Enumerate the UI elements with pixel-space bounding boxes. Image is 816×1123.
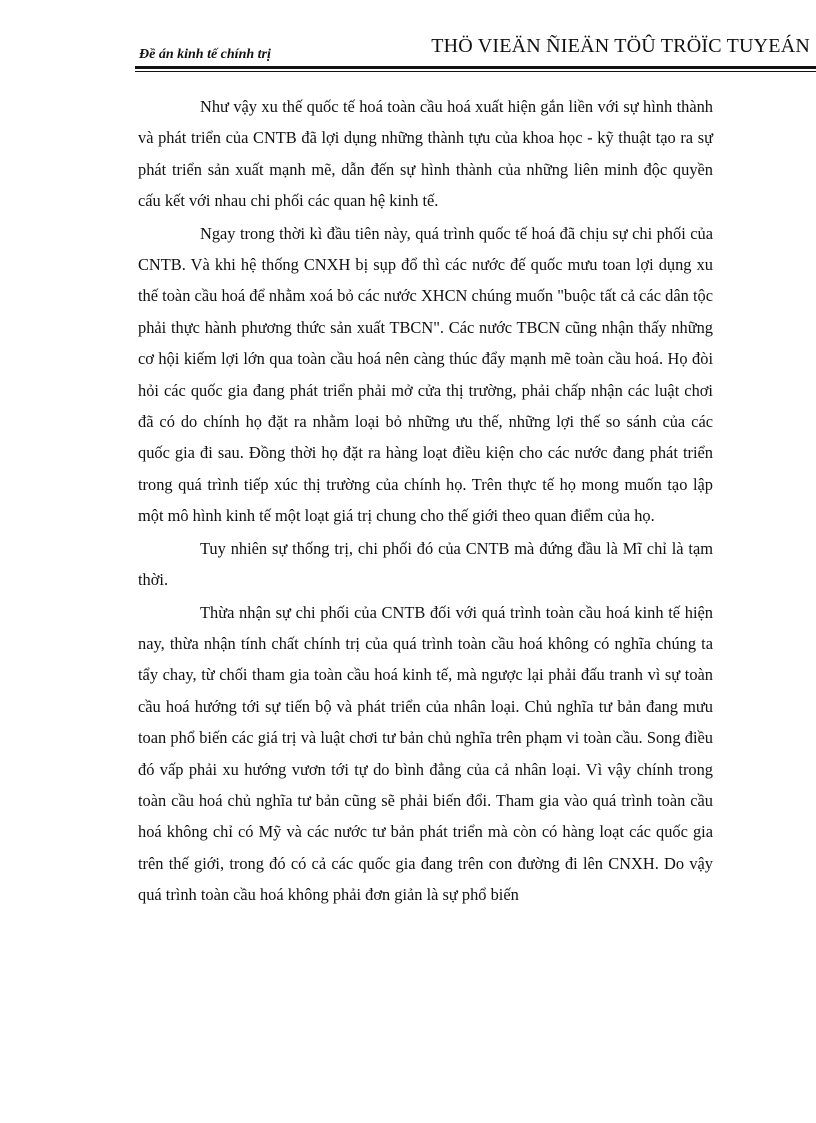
body-text <box>138 91 713 912</box>
paragraph-4: Thừa nhận sự chi phối của CNTB đối với quá trình toàn cầu hoá kinh tế hiện nay, thừa nhận tính chất chính trị của quá trình toàn cầu hoá không có nghĩa chúng ta tẩy chay, từ chối tham gia toàn cầu hoá kinh tế, mà ngược lại phải đấu tranh vì sự toàn cầu hoá hướng tới sự tiến bộ và phát triển của nhân loại. Chủ nghĩa tư bản đang mưu toan phổ biến các giá trị và luật chơi tư bản chủ nghĩa trên phạm vi toàn cầu. Song điều đó vấp phải xu hướng vươn tới tự do bình đẳng của cả nhân loại. Vì vậy chính trong toàn cầu hoá chủ nghĩa tư bản cũng sẽ phải biến đổi. Tham gia vào quá trình toàn cầu hoá không chỉ có Mỹ và các nước tư bản phát triển mà còn có hàng loạt các quốc gia trên thế giới, trong đó có cả các quốc gia đang trên con đường đi lên CNXH. Do vậy quá trình toàn cầu hoá không phải đơn giản là sự phổ biến <box>138 602 713 905</box>
header-rule-thick <box>135 66 816 69</box>
header-rule-thin <box>135 71 816 72</box>
paragraph-3: Tuy nhiên sự thống trị, chi phối đó của CNTB mà đứng đầu là Mĩ chỉ là tạm thời. <box>138 538 713 590</box>
header-document-title: Đề án kinh tế chính trị <box>139 47 271 62</box>
paragraph-2: Ngay trong thời kì đầu tiên này, quá trình quốc tế hoá đã chịu sự chi phối của CNTB. Và khi hệ thống CNXH bị sụp đổ thì các nước đế quốc mưu toan lợi dụng xu thế toàn cầu hoá để nhằm xoá bỏ các nước XHCN chúng muốn "buộc tất cả các dân tộc phải thực hành phương thức sản xuất TBCN". Các nước TBCN cũng nhận thấy những cơ hội kiếm lợi lớn qua toàn cầu hoá nên càng thúc đẩy mạnh mẽ toàn cầu hoá. Họ đòi hỏi các quốc gia đang phát triển phải mở cửa thị trường, phải chấp nhận các luật chơi đã có do chính họ đặt ra nhằm loại bỏ những ưu thế, những lợi thế so sánh của các quốc gia đi sau. Đồng thời họ đặt ra hàng loạt điều kiện cho các nước đang phát triển trong quá trình tiếp xúc thị trường của chính họ. Trên thực tế họ mong muốn tạo lập một mô hình kinh tế một loạt giá trị chung cho thế giới theo quan điểm của họ. <box>138 223 713 526</box>
paragraph-1: Như vậy xu thế quốc tế hoá toàn cầu hoá xuất hiện gắn liền với sự hình thành và phát triển của CNTB đã lợi dụng những thành tựu của khoa học - kỹ thuật tạo ra sự phát triển sản xuất mạnh mẽ, dẫn đến sự hình thành của những liên minh độc quyền cấu kết với nhau chi phối các quan hệ kinh tế. <box>138 97 713 211</box>
header-library-banner: THÖ VIEÄN ÑIEÄN TÖÛ TRÖÏC TUYEÁN <box>431 35 810 57</box>
